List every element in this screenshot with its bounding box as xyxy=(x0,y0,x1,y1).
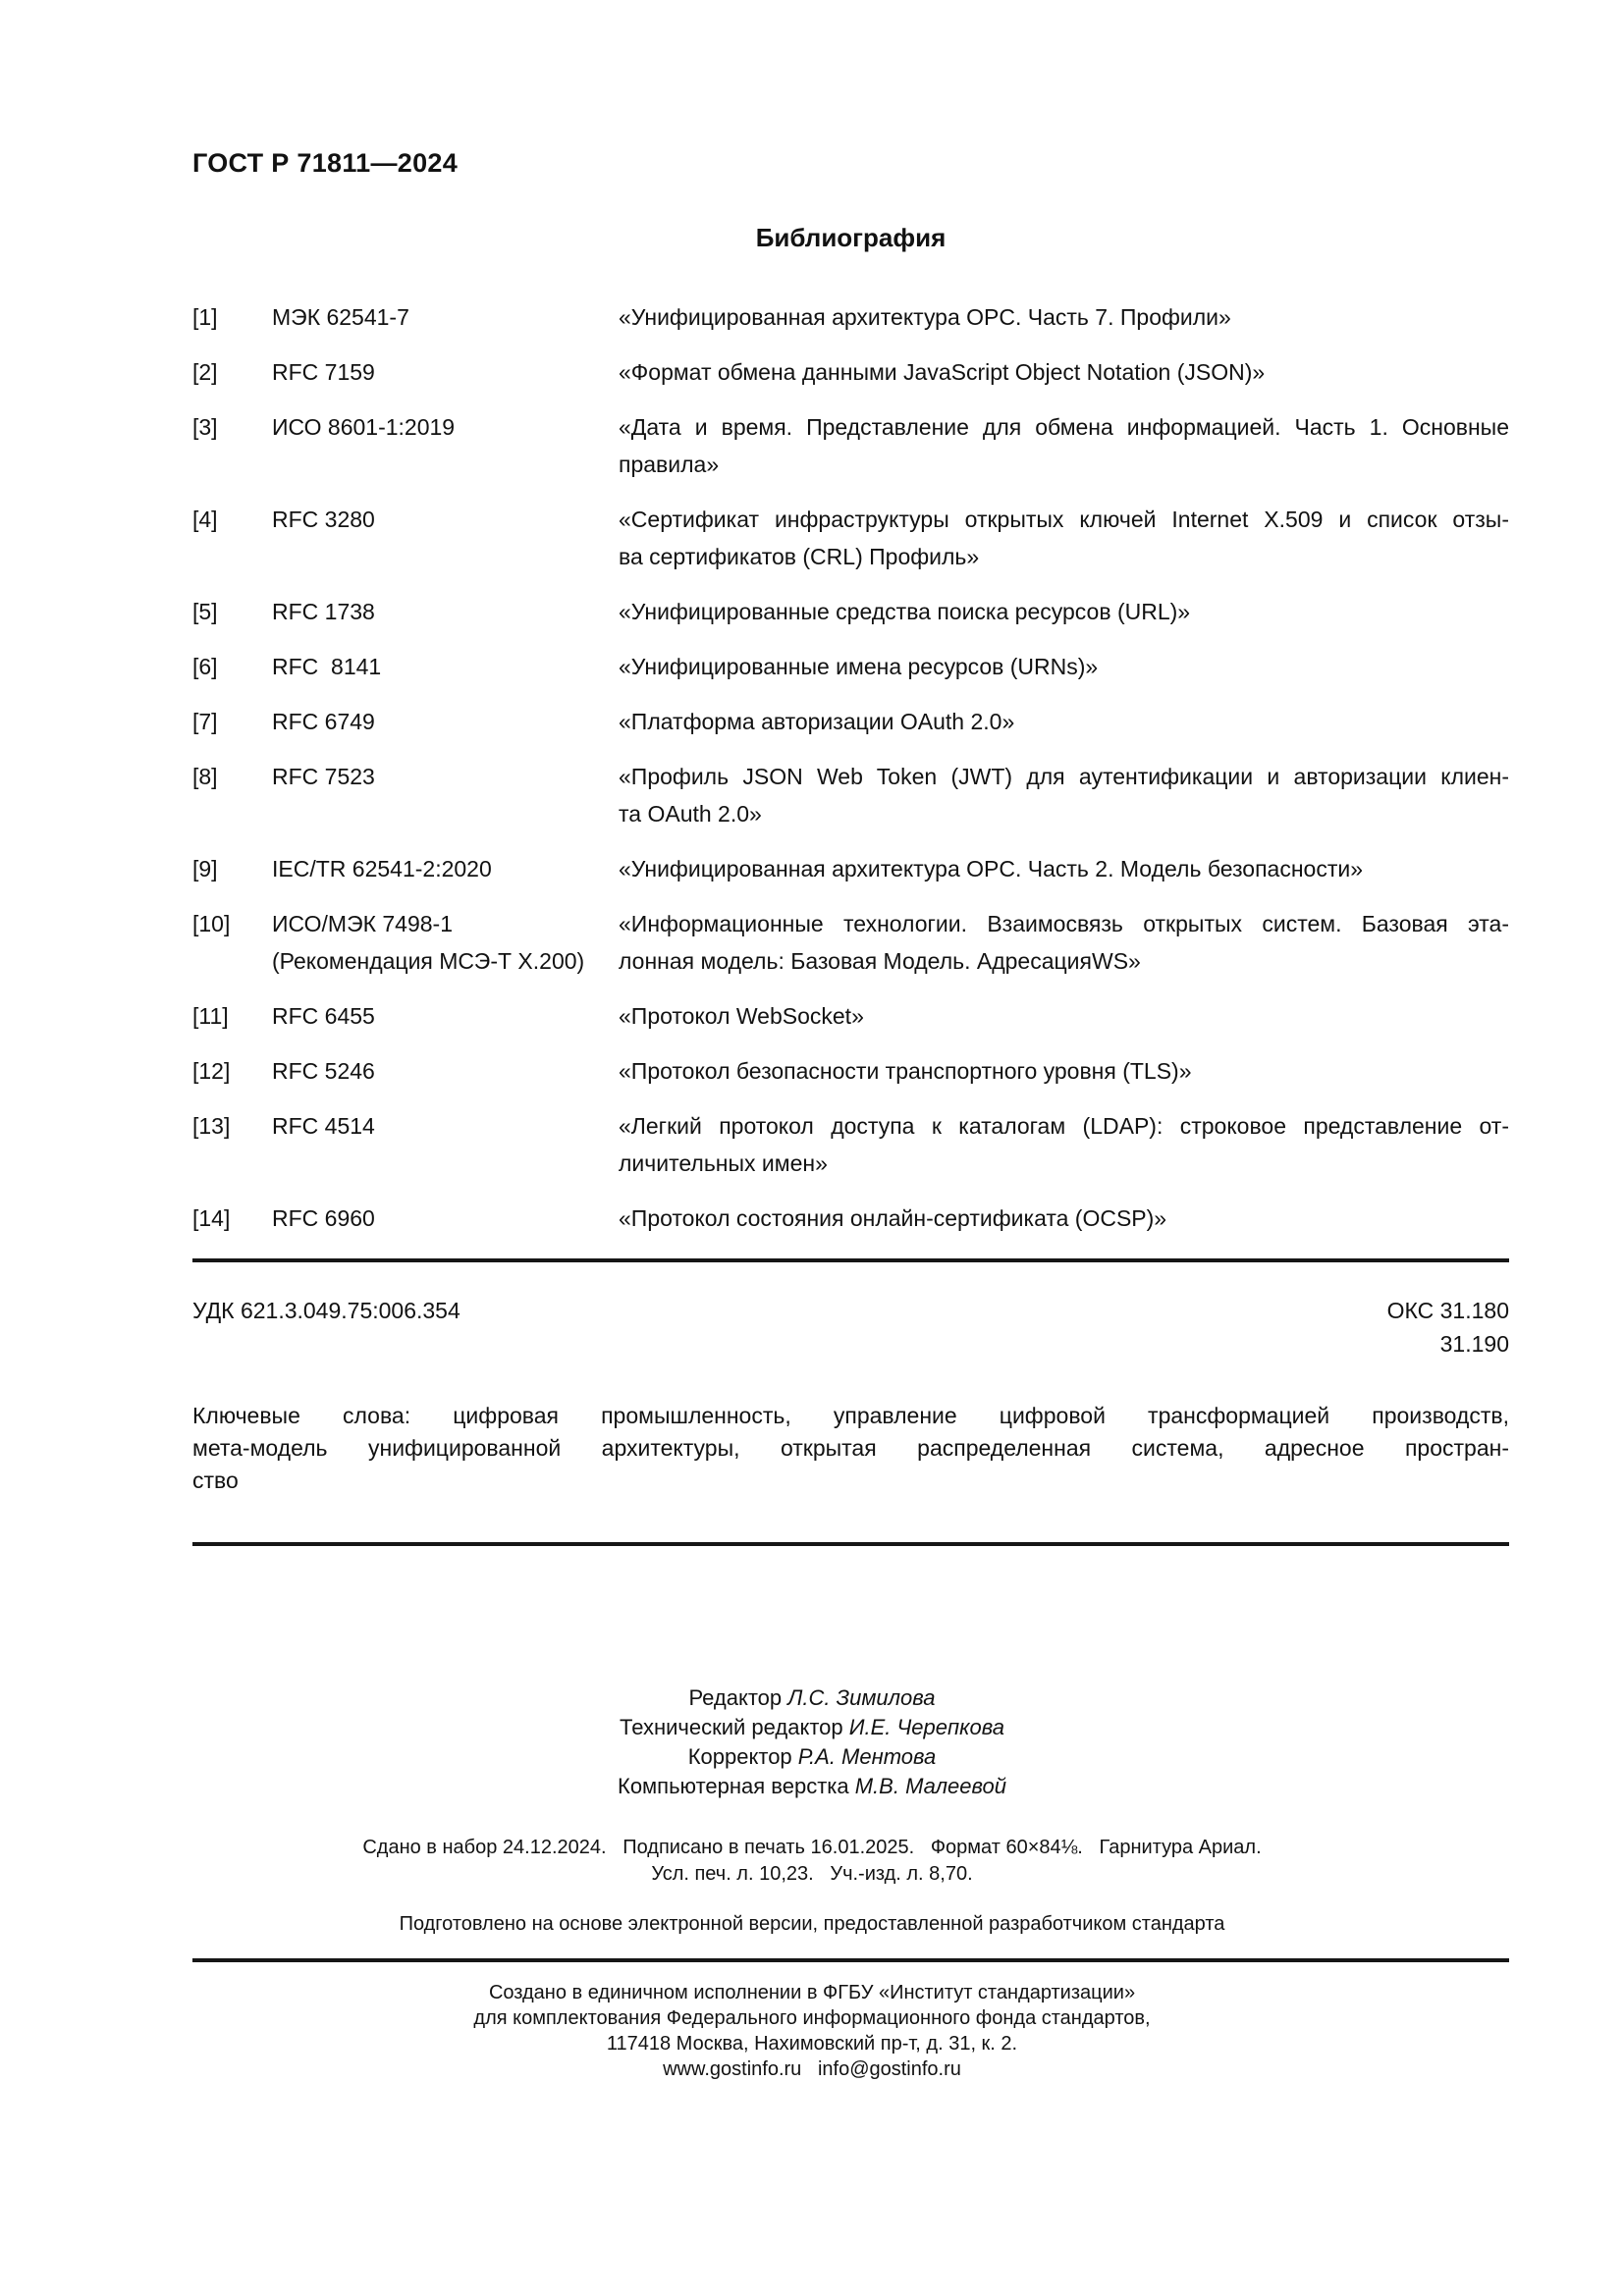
staff-line xyxy=(0,1742,1624,1772)
bib-entry-code xyxy=(272,408,619,446)
bib-description-line: «Легкий протокол доступа к каталогам (LDAP): строковое представление от- xyxy=(619,1113,1509,1139)
production-line: Сдано в набор 24.12.2024. Подписано в печать 16.01.2025. Формат 60×84⅛. Гарнитура Ариал. xyxy=(362,1837,1262,1858)
bib-entry-code xyxy=(272,1107,619,1145)
bibliography-entry xyxy=(192,1200,1509,1237)
bib-entry-number: [7] xyxy=(192,709,218,734)
keyword-line: ство xyxy=(192,1468,239,1493)
bib-code-line: ИСО/МЭК 7498-1 xyxy=(272,911,454,936)
bibliography-entry xyxy=(192,593,1509,630)
bib-entry-description xyxy=(619,703,1509,740)
prepared-note: Подготовлено на основе электронной версии, предоставленной разработчиком стандарта xyxy=(399,1913,1225,1935)
imprint-block xyxy=(0,1980,1624,2082)
bibliography-entry xyxy=(192,703,1509,740)
bib-description-line: «Информационные технологии. Взаимосвязь открытых систем. Базовая эта- xyxy=(619,911,1509,936)
bib-entry-description xyxy=(619,997,1509,1035)
bib-code-line: (Рекомендация МСЭ-Т X.200) xyxy=(272,948,585,974)
bib-description-line: «Дата и время. Представление для обмена информацией. Часть 1. Основные xyxy=(619,414,1509,440)
bib-code-line: RFC 6960 xyxy=(272,1205,375,1231)
bib-code-line: МЭК 62541-7 xyxy=(272,304,409,330)
page-title: Библиография xyxy=(755,223,947,252)
bibliography-entry xyxy=(192,850,1509,887)
bibliography-entry xyxy=(192,648,1509,685)
bib-code-line: RFC 3280 xyxy=(272,507,375,532)
oks-line: ОКС 31.180 xyxy=(1386,1298,1509,1323)
bib-description-line: «Формат обмена данными JavaScript Object Notation (JSON)» xyxy=(619,359,1266,385)
bib-entry-number: [8] xyxy=(192,764,218,789)
bib-entry-code xyxy=(272,758,619,795)
bib-code-line: RFC 6749 xyxy=(272,709,375,734)
keywords-paragraph xyxy=(192,1400,1509,1497)
bibliography-entry xyxy=(192,905,1509,980)
bib-entry-number: [3] xyxy=(192,414,218,440)
oks-line: 31.190 xyxy=(1439,1331,1509,1357)
bib-code-line: RFC 8141 xyxy=(272,654,382,679)
bib-description-line: ва сертификатов (CRL) Профиль» xyxy=(619,544,980,569)
bib-entry-number: [11] xyxy=(192,1003,229,1029)
keyword-line: Ключевые слова: цифровая промышленность, управление цифровой трансформацией производств, xyxy=(192,1403,1509,1428)
bib-code-line: ИСО 8601-1:2019 xyxy=(272,414,456,440)
bib-description-line: правила» xyxy=(619,452,720,477)
bibliography-entry xyxy=(192,298,1509,336)
bib-entry-code xyxy=(272,703,619,740)
bib-entry-number: [5] xyxy=(192,599,218,624)
bib-entry-number: [14] xyxy=(192,1205,231,1231)
bib-entry-description xyxy=(619,353,1509,391)
bib-entry-code xyxy=(272,501,619,538)
bib-entry-description xyxy=(619,593,1509,630)
bib-entry-code xyxy=(272,1052,619,1090)
bib-entry-description xyxy=(619,501,1509,575)
bib-code-line: RFC 4514 xyxy=(272,1113,375,1139)
divider-rule-bottom xyxy=(192,1958,1509,1962)
production-line: Усл. печ. л. 10,23. Уч.-изд. л. 8,70. xyxy=(651,1863,973,1885)
staff-line xyxy=(0,1713,1624,1742)
bib-description-line: «Протокол безопасности транспортного уровня (TLS)» xyxy=(619,1058,1192,1084)
imprint-line: Создано в единичном исполнении в ФГБУ «Институт стандартизации» xyxy=(488,1982,1136,2003)
bib-code-line: RFC 7159 xyxy=(272,359,375,385)
bib-entry-description xyxy=(619,298,1509,336)
divider-rule-top xyxy=(192,1258,1509,1262)
bib-entry-number: [10] xyxy=(192,911,231,936)
bib-entry-description xyxy=(619,408,1509,483)
bib-entry-code xyxy=(272,1200,619,1237)
bib-description-line: та OAuth 2.0» xyxy=(619,801,762,827)
bibliography-entry xyxy=(192,353,1509,391)
bibliography-list xyxy=(192,298,1509,1237)
bib-code-line: RFC 6455 xyxy=(272,1003,375,1029)
staff-role: Компьютерная верстка xyxy=(618,1774,855,1798)
bib-entry-number: [12] xyxy=(192,1058,231,1084)
bib-entry-description xyxy=(619,758,1509,832)
divider-rule-middle xyxy=(192,1542,1509,1546)
bibliography-entry xyxy=(192,1107,1509,1182)
bib-entry-code xyxy=(272,905,619,980)
staff-line xyxy=(0,1772,1624,1801)
bib-description-line: «Унифицированные имена ресурсов (URNs)» xyxy=(619,654,1099,679)
staff-name: И.Е. Черепкова xyxy=(848,1715,1004,1739)
bibliography-entry xyxy=(192,408,1509,483)
bib-description-line: личительных имен» xyxy=(619,1150,828,1176)
imprint-line: www.gostinfo.ru info@gostinfo.ru xyxy=(663,2058,961,2080)
bib-description-line: «Профиль JSON Web Token (JWT) для аутентификации и авторизации клиен- xyxy=(619,764,1509,789)
bibliography-entry xyxy=(192,501,1509,575)
bib-entry-code xyxy=(272,850,619,887)
bib-code-line: RFC 5246 xyxy=(272,1058,375,1084)
bibliography-entry xyxy=(192,1052,1509,1090)
bibliography-entry xyxy=(192,997,1509,1035)
keyword-line: мета-модель унифицированной архитектуры, открытая распределенная система, адресное простран- xyxy=(192,1435,1509,1461)
bib-entry-description xyxy=(619,1107,1509,1182)
bib-code-line: IEC/TR 62541-2:2020 xyxy=(272,856,492,881)
bib-description-line: «Платформа авторизации OAuth 2.0» xyxy=(619,709,1015,734)
bib-entry-number: [1] xyxy=(192,304,218,330)
staff-role: Технический редактор xyxy=(620,1715,849,1739)
bib-description-line: «Сертификат инфраструктуры открытых ключей Internet X.509 и список отзы- xyxy=(619,507,1509,532)
bib-entry-description xyxy=(619,648,1509,685)
staff-role: Редактор xyxy=(688,1685,788,1710)
oks-codes xyxy=(1387,1294,1509,1361)
bib-code-line: RFC 1738 xyxy=(272,599,375,624)
bib-entry-code xyxy=(272,648,619,685)
bib-entry-code xyxy=(272,593,619,630)
staff-line xyxy=(0,1683,1624,1713)
imprint-line: для комплектования Федерального информационного фонда стандартов, xyxy=(473,2007,1151,2029)
staff-name: М.В. Малеевой xyxy=(854,1774,1006,1798)
bib-description-line: лонная модель: Базовая Модель. АдресацияWS» xyxy=(619,948,1141,974)
bib-entry-description xyxy=(619,850,1509,887)
bib-description-line: «Протокол WebSocket» xyxy=(619,1003,864,1029)
imprint-line: 117418 Москва, Нахимовский пр-т, д. 31, к. 2. xyxy=(606,2033,1018,2055)
bib-description-line: «Протокол состояния онлайн-сертификата (OCSP)» xyxy=(619,1205,1167,1231)
bib-entry-number: [2] xyxy=(192,359,218,385)
bib-description-line: «Унифицированные средства поиска ресурсов (URL)» xyxy=(619,599,1191,624)
classification-row xyxy=(192,1294,1509,1361)
staff-name: Р.А. Ментова xyxy=(797,1744,937,1769)
bib-description-line: «Унифицированная архитектура OPC. Часть 2. Модель безопасности» xyxy=(619,856,1364,881)
bib-entry-number: [6] xyxy=(192,654,218,679)
bib-description-line: «Унифицированная архитектура OPC. Часть 7. Профили» xyxy=(619,304,1231,330)
bib-entry-code xyxy=(272,997,619,1035)
udc-code: УДК 621.3.049.75:006.354 xyxy=(192,1298,460,1323)
production-info xyxy=(0,1835,1624,1888)
bib-entry-number: [13] xyxy=(192,1113,231,1139)
bib-entry-description xyxy=(619,905,1509,980)
staff-credits xyxy=(0,1683,1624,1801)
bib-code-line: RFC 7523 xyxy=(272,764,375,789)
bib-entry-code xyxy=(272,353,619,391)
staff-role: Корректор xyxy=(687,1744,798,1769)
bibliography-entry xyxy=(192,758,1509,832)
bib-entry-description xyxy=(619,1200,1509,1237)
doc-code: ГОСТ Р 71811—2024 xyxy=(192,148,459,178)
staff-name: Л.С. Зимилова xyxy=(787,1685,936,1710)
bib-entry-number: [4] xyxy=(192,507,218,532)
bib-entry-number: [9] xyxy=(192,856,218,881)
bib-entry-code xyxy=(272,298,619,336)
bib-entry-description xyxy=(619,1052,1509,1090)
